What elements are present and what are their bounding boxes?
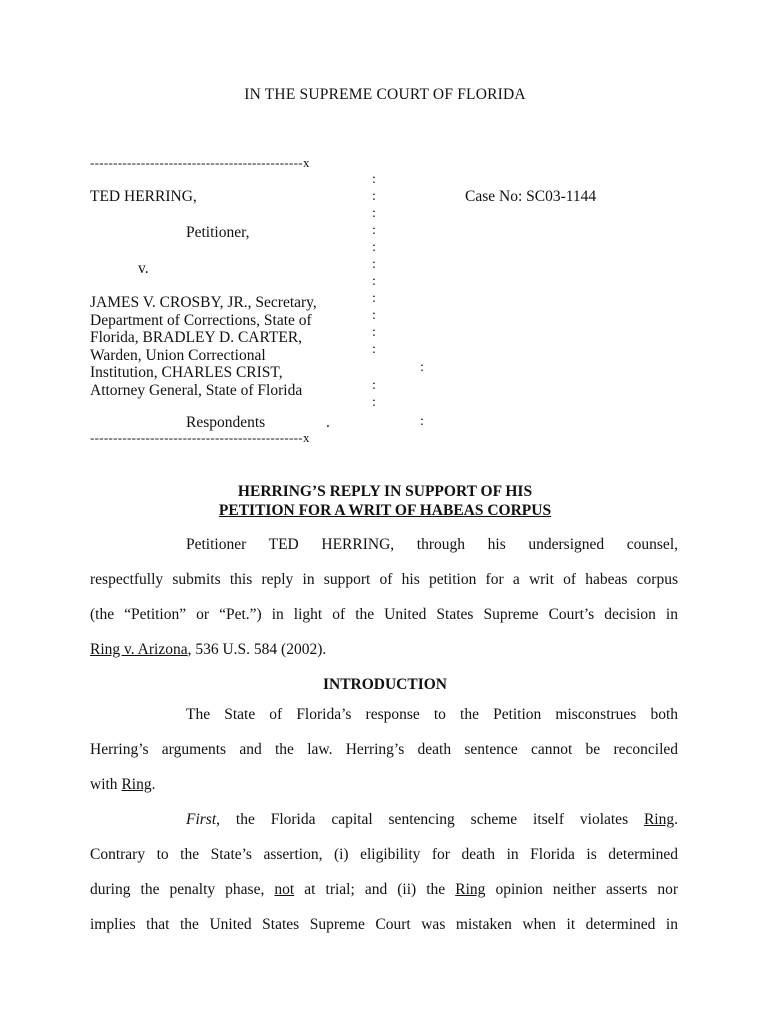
colon: :: [372, 257, 376, 272]
respondents-line: Warden, Union Correctional: [90, 346, 266, 364]
p3-line: implies that the United States Supreme Court was mistaken when it determined in: [90, 916, 678, 933]
respondents-role: Respondents: [186, 414, 266, 431]
colon: :: [372, 325, 376, 340]
colon: :: [372, 206, 376, 221]
colon: :: [372, 291, 376, 306]
p2-period: .: [151, 776, 156, 793]
caption-top-rule: ----------------------------------------------x: [90, 155, 310, 170]
p1-line: respectfully submits this reply in support of his petition for a writ of habeas corpus: [90, 571, 678, 588]
respondents-block: [90, 294, 317, 399]
versus: v.: [138, 260, 149, 277]
introduction-heading: INTRODUCTION: [322, 676, 447, 693]
colon: :: [372, 378, 376, 393]
citation-text: , 536 U.S. 584 (2002).: [187, 641, 327, 658]
case-citation: Ring v. Arizona: [90, 641, 188, 658]
respondents-line: Attorney General, State of Florida: [90, 381, 303, 399]
case-number: Case No: SC03-1144: [465, 188, 597, 205]
colon: :: [372, 308, 376, 323]
p3-text: , the Florida capital sentencing scheme itself violates: [216, 811, 644, 828]
colon: :: [372, 172, 376, 187]
colon: :: [420, 360, 424, 375]
petitioner-role: Petitioner,: [186, 224, 250, 241]
p3-line: [90, 881, 678, 899]
p3-line: [186, 811, 678, 829]
p3-text: opinion neither asserts nor: [485, 881, 678, 898]
case-citation: Ring: [455, 881, 486, 898]
colon: :: [372, 274, 376, 289]
p3-text: during the penalty phase,: [90, 881, 275, 898]
colon: :: [372, 189, 376, 204]
p2-text: with: [90, 776, 122, 793]
emphasis-not: not: [274, 881, 295, 898]
caption-bottom-rule: ----------------------------------------------x: [90, 430, 310, 445]
respondents-line: JAMES V. CROSBY, JR., Secretary,: [90, 294, 317, 311]
respondents-dot: .: [326, 414, 330, 431]
document-title-line2-text: PETITION FOR A WRIT OF HABEAS CORPUS: [218, 502, 552, 519]
p1-last-line: [90, 641, 678, 659]
colon: :: [372, 342, 376, 357]
petitioner-name: TED HERRING,: [90, 188, 197, 205]
p1-line: Petitioner TED HERRING, through his undersigned counsel,: [186, 536, 678, 553]
p2-line: The State of Florida’s response to the Petition misconstrues both: [186, 706, 678, 723]
colon: :: [372, 240, 376, 255]
colon: :: [372, 395, 376, 410]
p3-line: Contrary to the State’s assertion, (i) eligibility for death in Florida is determined: [90, 846, 678, 863]
p3-text: at trial; and (ii) the: [294, 881, 456, 898]
emphasis-first: First: [186, 811, 217, 828]
case-citation: Ring: [643, 811, 675, 828]
p2-last-line: [90, 776, 678, 794]
respondents-line: Department of Corrections, State of: [90, 311, 312, 329]
respondents-line: Institution, CHARLES CRIST,: [90, 364, 283, 381]
document-title-line2: [0, 502, 770, 520]
p3-period: .: [674, 811, 678, 828]
respondents-line: Florida, BRADLEY D. CARTER,: [90, 329, 303, 346]
case-citation: Ring: [121, 776, 152, 793]
colon: :: [420, 414, 424, 429]
p1-line: (the “Petition” or “Pet.”) in light of the United States Supreme Court’s decision in: [90, 606, 678, 623]
p2-line: Herring’s arguments and the law. Herring’s death sentence cannot be reconciled: [90, 741, 678, 758]
court-title: IN THE SUPREME COURT OF FLORIDA: [244, 86, 526, 103]
document-title-line1: HERRING’S REPLY IN SUPPORT OF HIS: [237, 483, 533, 500]
colon: :: [372, 223, 376, 238]
